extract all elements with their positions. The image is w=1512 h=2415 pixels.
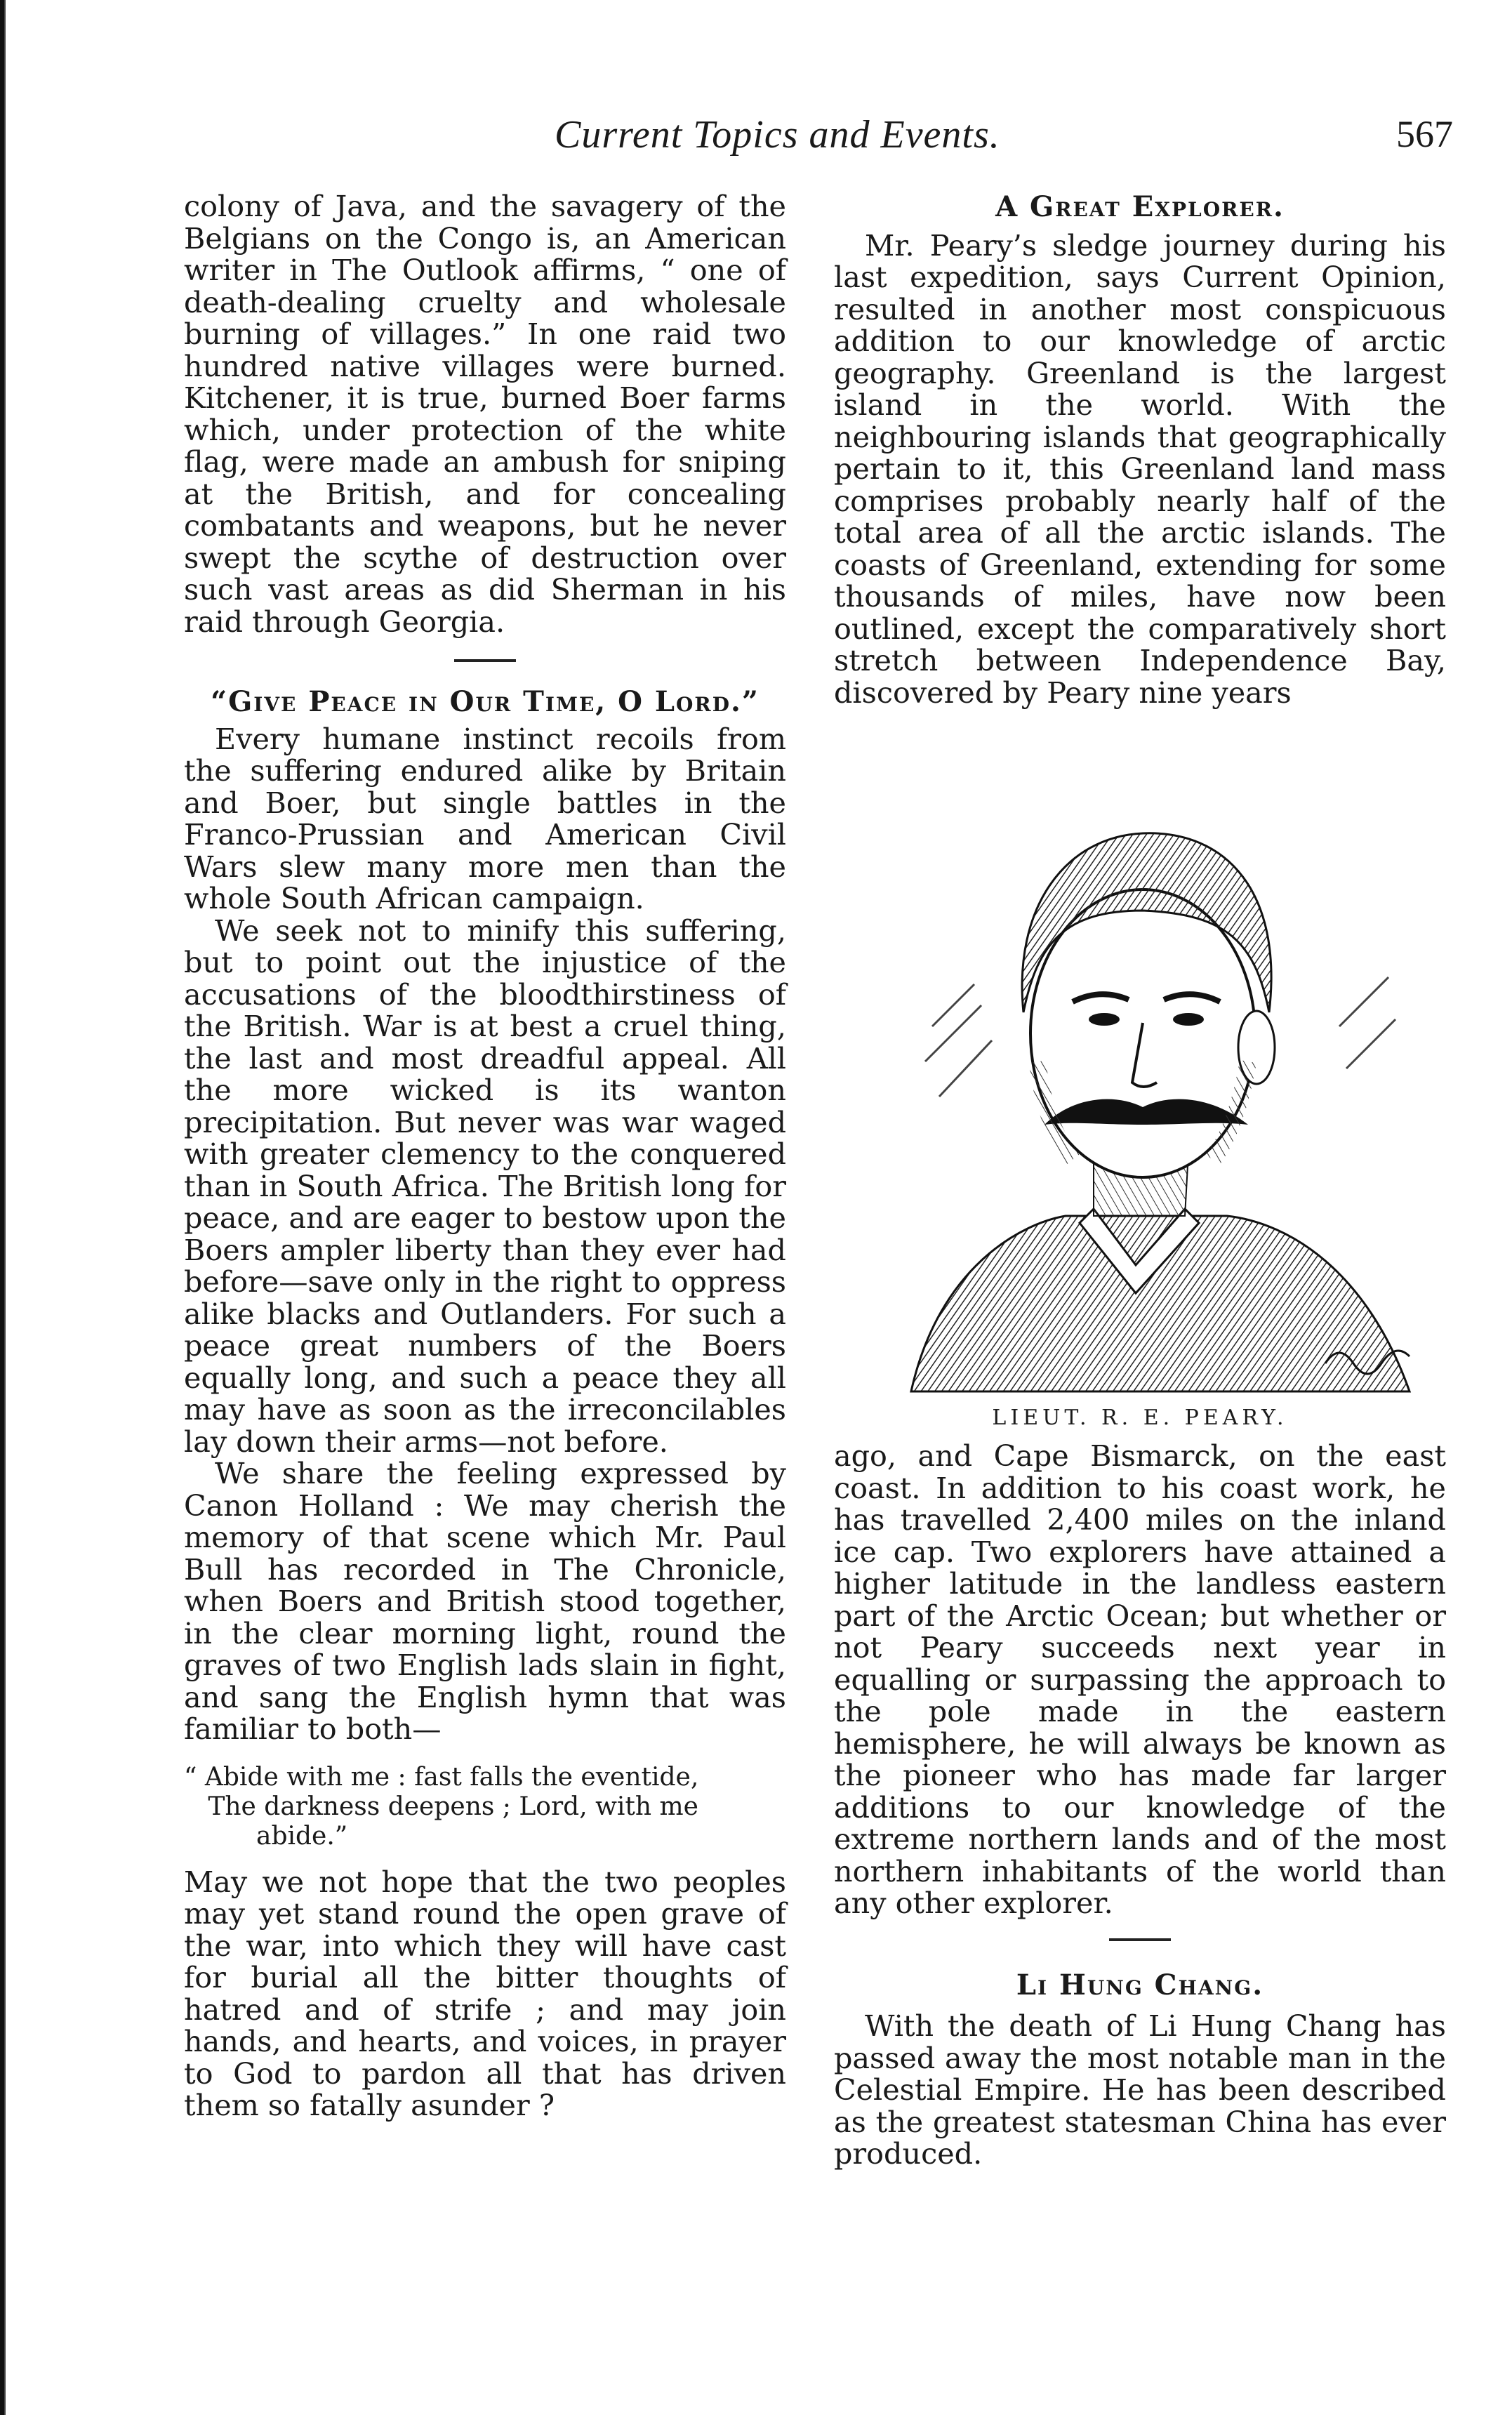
section-heading: A Great Explorer. — [995, 190, 1285, 223]
section-heading: Li Hung Chang. — [1016, 1968, 1264, 2002]
paragraph: ago, and Cape Bismarck, on the east coast. In addition to his coast work, he has travelled 2,400 miles on the inland ice cap. Two explorers have attained a higher latitude in the landless eastern part of the Arctic Ocean; but whether or not Peary succeeds next year in equalling or surpassing the approach to the pole made in the eastern hemisphere, he will always be known as the pioneer who has made far larger additions to our knowledge of the extreme northern lands and of the most northern inhabitants of the world than any other explorer. — [834, 1439, 1446, 1920]
portrait-engraving — [834, 732, 1446, 1398]
paragraph: We share the feeling expressed by Canon Holland : We may cherish the memory of that scene which Mr. Paul Bull has recorded in The Chronicle, when Boers and British stood together, in the clear morning light, round the graves of two English lads slain in fight, and sang the English hymn that was familiar to both— — [184, 1457, 786, 1746]
paragraph: We seek not to minify this suffering, but to point out the injustice of the accusations of the bloodthirstiness of the British. War is at best a cruel thing, the last and most dreadful appeal. All the more wicked is its wanton precipitation. But never was war waged with greater clemency to the conquered than in South Africa. The British long for peace, and are eager to bestow upon the Boers ampler liberty than they ever had before—save only in the right to oppress alike blacks and Outlanders. For such a peace great numbers of the Boers equally long, and such a peace they all may have as soon as the irreconcilables lay down their arms—not before. — [184, 913, 786, 1459]
poem-line: “ Abide with me : fast falls the eventide, — [184, 1762, 699, 1792]
hymn-quotation — [184, 1763, 786, 1851]
portrait-figure — [834, 732, 1446, 1441]
portrait-caption: LIEUT. R. E. PEARY. — [992, 1405, 1288, 1430]
paragraph: Every humane instinct recoils from the suffering endured alike by Britain and Boer, but single battles in the Franco-Prussian and American Civil Wars slew many more men than the whole South African campaign. — [184, 722, 786, 915]
page-binding-edge — [0, 0, 8, 2415]
section-divider — [454, 659, 516, 662]
poem-line: abide.” — [184, 1821, 348, 1851]
running-head: Current Topics and Events. — [555, 113, 1000, 157]
paragraph: Mr. Peary’s sledge journey during his last expedition, says Current Opinion, resulted in another most conspicuous addition to our knowledge of arctic geography. Greenland is the largest island in the world. With the neighbouring islands that geographically pertain to it, this Greenland land mass comprises probably nearly half of the total area of all the arctic islands. The coasts of Greenland, extending for some thousands of miles, have now been outlined, except the comparatively short stretch between Independence Bay, discovered by Peary nine years — [834, 228, 1446, 710]
poem-line: The darkness deepens ; Lord, with me — [184, 1792, 698, 1821]
right-column — [834, 191, 1446, 2171]
page-number: 567 — [1396, 113, 1453, 155]
section-divider — [1109, 1938, 1171, 1941]
paragraph: May we not hope that the two peoples may yet stand round the open grave of the war, into which they will have cast for burial all the bitter thoughts of hatred and of strife ; and may join hands, and hearts, and voices, in prayer to God to pardon all that has driven them so fatally asunder ? — [184, 1865, 786, 2122]
paragraph: With the death of Li Hung Chang has passed away the most notable man in the Celestial Empire. He has been described as the greatest statesman China has ever produced. — [834, 2009, 1446, 2171]
left-column — [184, 191, 786, 2122]
paragraph: colony of Java, and the savagery of the Belgians on the Congo is, an American writer in The Outlook affirms, “ one of death-dealing cruelty and wholesale burning of villages.” In one raid two hundred native villages were burned. Kitchener, it is true, burned Boer farms which, under protection of the white flag, were made an ambush for sniping at the British, and for concealing combatants and weapons, but he never swept the scythe of destruction over such vast areas as did Sherman in his raid through Georgia. — [184, 190, 786, 639]
page-header — [555, 105, 1453, 168]
section-heading: “Give Peace in Our Time, O Lord.” — [211, 685, 760, 718]
